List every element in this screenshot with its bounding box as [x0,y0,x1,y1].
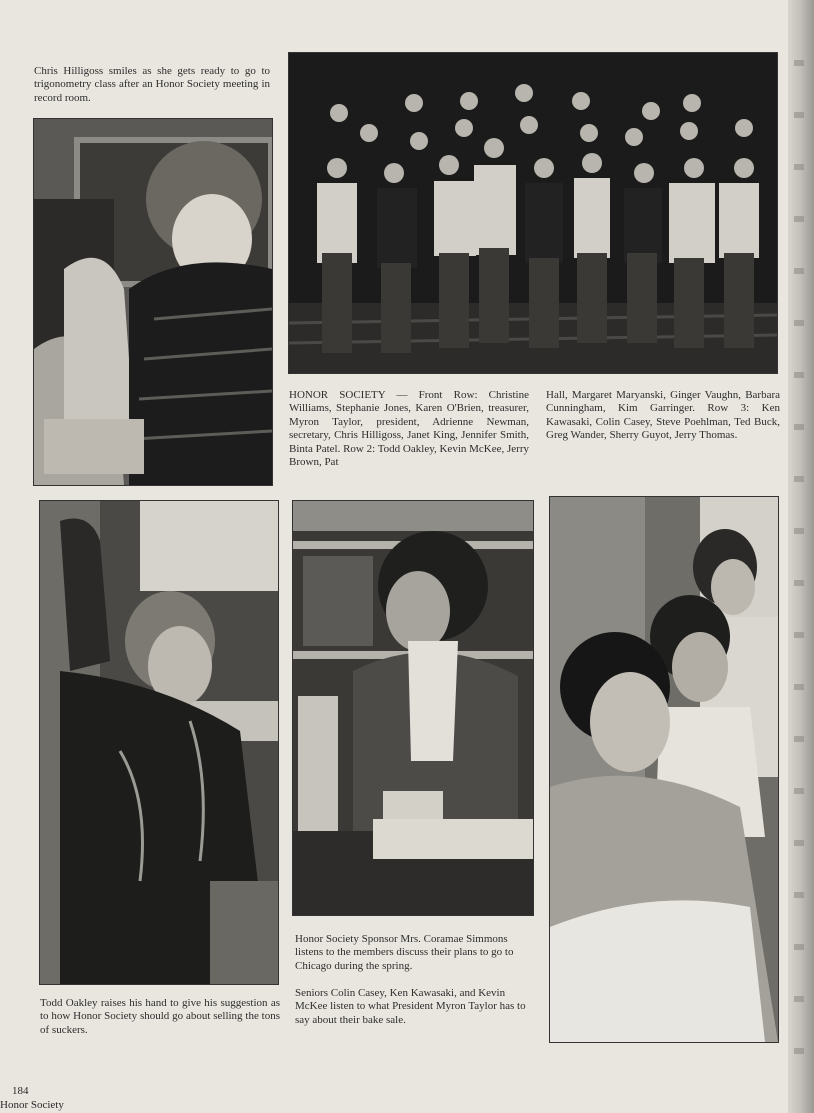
photo-seniors-casey-kawasaki-mckee [549,496,779,1043]
caption-todd-oakley: Todd Oakley raises his hand to give his suggestion as to how Honor Society should go about selling the tons of suckers. [40,997,280,1036]
book-binding-edge [788,0,814,1113]
photo-todd-oakley [39,500,279,985]
caption-seniors-bake-sale: Seniors Colin Casey, Ken Kawasaki, and Kevin McKee listen to what President Myron Taylor has to say about their bake sale. [295,987,526,1026]
photo-honor-society-group [288,52,778,374]
caption-chris-hilligoss: Chris Hilligoss smiles as she gets ready to go to trigonometry class after an Honor Society meeting in record room. [34,65,270,104]
caption-sponsor-simmons: Honor Society Sponsor Mrs. Coramae Simmons listens to the members discuss their plans to go to Chicago during the spring. [295,933,514,972]
page-number: 184 [12,1085,29,1097]
caption-group-column-2: Hall, Margaret Maryanski, Ginger Vaughn, Barbara Cunningham, Kim Garringer. Row 3: Ken Kawasaki, Colin Casey, Steve Poehlman, Ted Buck, Greg Wander, Sherry Guyot, Jerry Thomas. [546,389,780,442]
caption-group-column-1: HONOR SOCIETY — Front Row: Christine Williams, Stephanie Jones, Karen O'Brien, treasurer, Myron Taylor, president, Adrienne Newman, secretary, Chris Hilligoss, Janet King, Jennifer Smith, Binta Patel. Row 2: Todd Oakley, Kevin McKee, Jerry Brown, Pat [289,389,529,469]
photo-sponsor-simmons [292,500,534,916]
photo-chris-hilligoss [33,118,273,486]
binding-holes [794,30,804,1090]
section-name: Honor Society [0,1099,64,1111]
